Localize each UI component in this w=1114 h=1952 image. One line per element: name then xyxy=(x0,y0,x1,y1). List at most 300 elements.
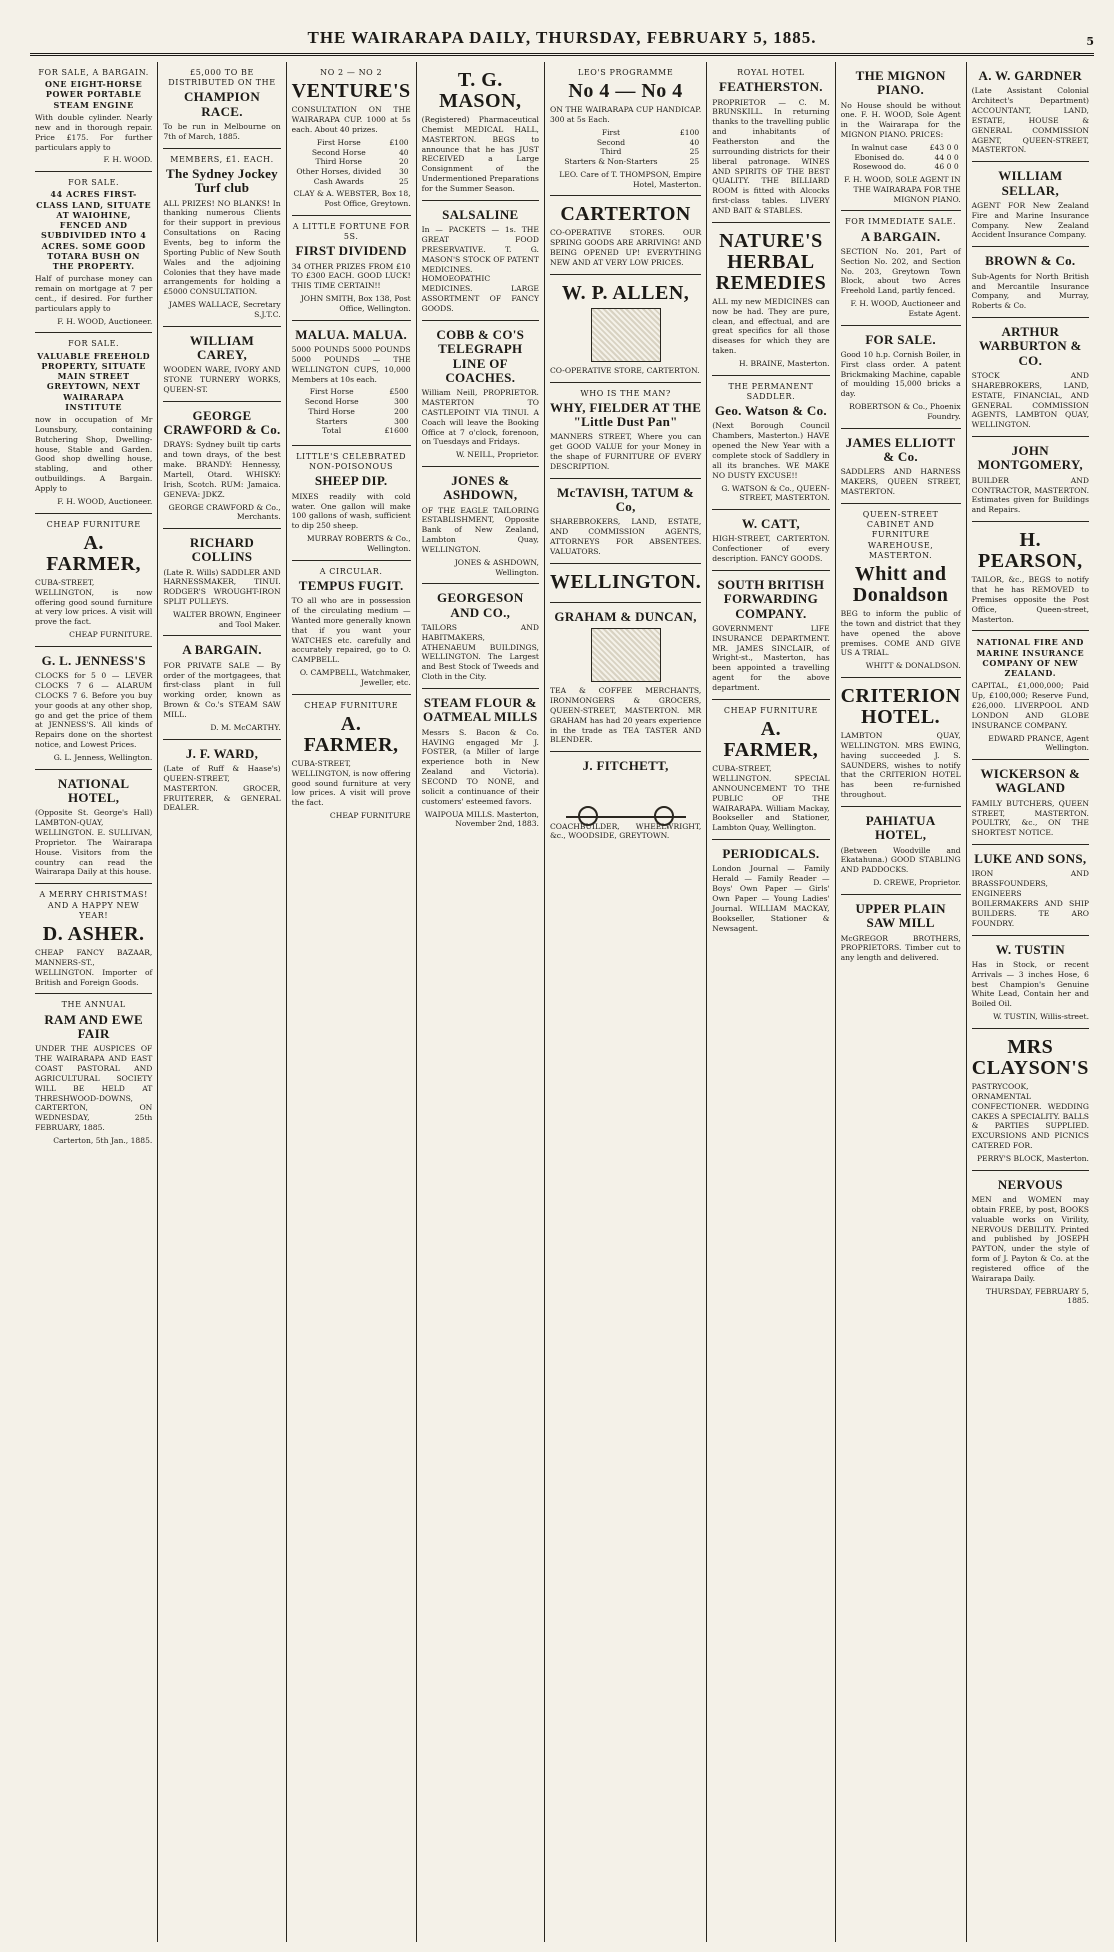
advertisement xyxy=(841,678,961,807)
ad-body: COACHBUILDER, WHEELWRIGHT, &c., WOODSIDE, GREYTOWN. xyxy=(549,821,702,841)
ad-body: PASTRYCOOK, ORNAMENTAL CONFECTIONER. WEDDING CAKES A SPECIALITY. BALLS & PARTIES SUPPLIED. EXCURSIONS AND PICNICS CATERED FOR. xyxy=(971,1081,1089,1151)
advertisement xyxy=(292,446,411,561)
prize-row xyxy=(841,143,961,153)
advertisement xyxy=(292,321,411,446)
column-8 xyxy=(967,62,1094,1942)
prize-table xyxy=(292,138,411,187)
ad-body: IRON AND BRASSFOUNDERS, ENGINEERS BOILERMAKERS AND SHIP BUILDERS. TE ARO FOUNDRY. xyxy=(971,869,1089,928)
ad-signature: G. WATSON & Co., QUEEN-STREET, MASTERTON. xyxy=(721,483,830,503)
ad-body: BUILDER AND CONTRACTOR, MASTERTON. Estimates given for Buildings and Repairs. xyxy=(971,475,1089,515)
ad-body: BEG to inform the public of the town and district that they have opened the above premises. COME AND GIVE US A TRIAL. xyxy=(840,608,961,658)
ad-body: TAILOR, &c., BEGS to notify that he has REMOVED to Premises opposite the Post Office, Queen-street, Masterton. xyxy=(971,575,1089,624)
ad-headline: COBB & CO'S TELEGRAPH LINE OF COACHES. xyxy=(436,326,525,385)
ad-body: TAILORS AND HABITMAKERS, ATHENAEUM BUILDINGS, WELLINGTON. The Largest and Best Stock of Tweeds and Cloth in the City. xyxy=(421,622,539,682)
advertisement xyxy=(972,1029,1089,1171)
ad-signature: CHEAP FURNITURE xyxy=(329,811,411,821)
prize-amount: £43 0 0 xyxy=(929,143,959,153)
ad-body: ALL PRIZES! NO BLANKS! In thanking numerous Clients for their support in previous Consultations on Racing Events, beg to inform the Sporting Public of New South Wales and the adjoining Colonies that they have made arrangements for holding a £5000 CONSULTATION. xyxy=(163,198,281,297)
ad-body: CUBA-STREET, WELLINGTON. SPECIAL ANNOUNCEMENT TO THE PUBLIC OF THE WAIRARAPA. William Mackay, Bookseller and Stationer, Lambton Quay, Wellington. xyxy=(712,764,830,833)
prize-amount: 25 xyxy=(689,157,700,167)
prize-amount: 40 xyxy=(689,137,700,147)
advertisement xyxy=(163,740,280,820)
ad-headline: ONE EIGHT-HORSE POWER PORTABLE STEAM ENGINE xyxy=(44,79,143,110)
prize-row xyxy=(550,157,701,167)
advertisement xyxy=(550,752,701,847)
ad-signature: F. H. WOOD, SOLE AGENT IN THE WAIRARAPA FOR THE MIGNON PIANO. xyxy=(844,175,961,204)
ad-body: CONSULTATION ON THE WAIRARAPA CUP. 1000 at 5s each. About 40 prizes. xyxy=(291,105,411,134)
prize-label: First Horse xyxy=(316,137,361,147)
ad-headline: A. FARMER, xyxy=(723,718,819,762)
ad-kicker: THE ANNUAL xyxy=(61,1000,126,1010)
prize-row xyxy=(841,153,961,163)
ad-headline: RICHARD COLLINS xyxy=(189,535,255,565)
advertisement xyxy=(972,631,1089,760)
advertisement xyxy=(422,584,539,689)
ad-headline: W. TUSTIN xyxy=(995,941,1065,957)
ad-signature: G. L. Jenness, Wellington. xyxy=(53,753,153,763)
ad-headline: The Sydney Jockey Turf club xyxy=(165,166,278,196)
advertisement xyxy=(712,62,829,223)
advertisement xyxy=(972,162,1089,247)
advertisement xyxy=(841,895,961,969)
prize-row xyxy=(292,387,411,397)
ad-headline: GRAHAM & DUNCAN, xyxy=(554,608,697,624)
carriage-illustration xyxy=(566,778,686,818)
ad-headline: 44 ACRES FIRST-CLASS LAND, SITUATE AT WAIOHINE, FENCED AND SUBDIVIDED INTO 4 ACRES. SOME GOOD TOTARA BUSH ON THE PROPERTY. xyxy=(36,189,152,271)
ad-body: CO-OPERATIVE STORE, CARTERTON. xyxy=(549,365,700,375)
ad-headline: SALSALINE xyxy=(442,206,519,222)
ad-headline: CHAMPION RACE. xyxy=(183,89,261,119)
prize-label: Rosewood do. xyxy=(852,162,906,172)
ad-body: ON THE WAIRARAPA CUP HANDICAP. 300 at 5s Each. xyxy=(549,105,702,125)
advertisement xyxy=(422,62,539,201)
engraving-illustration xyxy=(591,308,661,362)
ad-headline: Whitt and Donaldson xyxy=(852,562,949,606)
ad-kicker: A CIRCULAR. xyxy=(319,566,383,576)
advertisement xyxy=(972,247,1089,318)
ad-headline: A BARGAIN. xyxy=(860,228,941,244)
prize-amount: 20 xyxy=(398,157,409,167)
ad-signature: JOHN SMITH, Box 138, Post Office, Wellington. xyxy=(300,294,411,313)
ad-headline: W. P. ALLEN, xyxy=(561,281,690,304)
advertisement xyxy=(712,571,829,700)
ad-body: PROPRIETOR — C. M. BRUNSKILL. In returning thanks to the travelling public and inhabitants of Featherston and the surrounding districts for their liberal patronage. WINES AND SPIRITS OF THE BEST QUALITY. THE BILLIARD ROOM is fitted with Alcocks first-class tables. LIVERY AND BAIT & STABLES. xyxy=(712,97,830,215)
advertisement xyxy=(292,216,411,321)
ad-kicker: A MERRY CHRISTMAS! AND A HAPPY NEW YEAR! xyxy=(39,890,148,920)
prize-label: Third Horse xyxy=(315,157,363,167)
ad-signature: F. H. WOOD, Auctioneer. xyxy=(57,496,153,506)
column-7 xyxy=(836,62,967,1942)
ad-signature: PERRY'S BLOCK, Masterton. xyxy=(976,1153,1089,1163)
ad-body: AGENT FOR New Zealand Fire and Marine Insurance Company. New Zealand Accident Insurance Company. xyxy=(971,200,1089,240)
advertisement xyxy=(972,760,1089,845)
advertisement xyxy=(35,770,152,885)
advertisement xyxy=(841,429,961,504)
advertisement xyxy=(841,504,961,678)
prize-row xyxy=(292,417,411,427)
ad-headline: TEMPUS FUGIT. xyxy=(298,577,404,593)
ad-body: In — PACKETS — 1s. THE GREAT FOOD PRESERVATIVE. T. G. MASON'S STOCK OF PATENT MEDICINES. HOMOEOPATHIC MEDICINES. LARGE ASSORTMENT OF FANCY GOODS. xyxy=(421,225,539,314)
ad-signature: CHEAP FURNITURE. xyxy=(69,630,153,640)
ad-body: McGREGOR BROTHERS, PROPRIETORS. Timber cut to any length and delivered. xyxy=(840,933,961,963)
column-1 xyxy=(30,62,158,1942)
ad-body: SECTION No. 201, Part of Section No. 202, and Section No. 203, Greytown Town Block, about two Acres Freehold Land, partly fenced. xyxy=(840,246,961,296)
ad-kicker: FOR IMMEDIATE SALE. xyxy=(845,217,957,227)
wheel-icon xyxy=(654,806,674,826)
ad-headline: J. F. WARD, xyxy=(185,745,259,761)
column-3 xyxy=(287,62,417,1942)
ad-body: CLOCKS for 5 0 — LEVER CLOCKS 7 6 — ALARUM CLOCKS 7 6. Before you buy your goods at any other shop, go and get the price of them at JENNESS'S. All kinds of Repairs done on the shortest notice, and Lowest Prices. xyxy=(35,671,153,750)
ad-body: STOCK AND SHAREBROKERS, LAND, ESTATE, FINANCIAL, AND GENERAL COMMISSION AGENTS, LAMBTON QUAY, WELLINGTON. xyxy=(971,370,1089,430)
advertisement xyxy=(163,62,280,149)
prize-label: Starters & Non-Starters xyxy=(564,157,658,167)
advertisement xyxy=(422,689,539,835)
prize-row xyxy=(292,148,411,158)
advertisement xyxy=(550,275,701,383)
ad-headline: CARTERTON xyxy=(560,203,691,226)
ad-body: Messrs S. Bacon & Co. HAVING engaged Mr J. FOSTER, (a Miller of large experience both in New Zealand and Victoria). SECOND TO NONE, and solicit a continuance of their customers' esteemed favors. xyxy=(421,727,539,806)
ad-headline: WILLIAM SELLAR, xyxy=(998,168,1063,198)
ad-body: CUBA-STREET, WELLINGTON, is now offering good sound furniture at very low prices. A visit will prove the fact. xyxy=(291,758,411,808)
prize-row xyxy=(550,138,701,148)
ad-body: (Between Woodville and Ekatahuna.) GOOD STABLING AND PADDOCKS. xyxy=(840,845,961,875)
ad-headline: A BARGAIN. xyxy=(182,642,262,658)
prize-amount: 46 0 0 xyxy=(934,162,959,172)
column-6 xyxy=(707,62,835,1942)
advertisement xyxy=(163,327,280,402)
ad-headline: LUKE AND SONS, xyxy=(974,851,1087,867)
prize-amount: 200 xyxy=(394,406,409,416)
prize-row xyxy=(550,147,701,157)
prize-label: Second Horse xyxy=(311,147,366,157)
advertisement xyxy=(712,223,829,376)
prize-label: Other Horses, divided xyxy=(296,166,382,176)
advertisement xyxy=(35,333,152,513)
prize-amount: 25 xyxy=(398,176,409,186)
ad-signature: JONES & ASHDOWN, Wellington. xyxy=(454,557,539,577)
prize-label: First Horse xyxy=(309,387,354,397)
ad-headline: ARTHUR WARBURTON & CO. xyxy=(978,324,1082,368)
ad-kicker: CHEAP FURNITURE xyxy=(46,519,141,529)
advertisement xyxy=(712,700,829,840)
advertisement xyxy=(163,636,280,739)
ad-body: MIXES readily with cold water. One gallon will make 100 gallons of wash, sufficient to dip 250 sheep. xyxy=(291,491,411,531)
ad-body: (Late of Ruff & Haase's) QUEEN-STREET, MASTERTON. GROCER, FRUITERER, & GENERAL DEALER. xyxy=(163,763,281,813)
prize-row xyxy=(292,138,411,148)
ad-body: ALL my new MEDICINES can now be had. They are pure, clean, and effectual, and are great specifics for all those diseases for which they are taken. xyxy=(712,296,830,356)
ad-headline: Geo. Watson & Co. xyxy=(714,403,827,419)
ad-headline: FIRST DIVIDEND xyxy=(295,243,407,259)
ad-body: CO-OPERATIVE STORES. OUR SPRING GOODS ARE ARRIVING! AND BEING OPENED UP! EVERYTHING NEW AND AT VERY LOW PRICES. xyxy=(549,228,702,267)
ad-kicker: ROYAL HOTEL xyxy=(737,68,805,77)
ad-body: now in occupation of Mr Lounsbury, containing Butchering Shop, Dwelling-house, Stable and Garden. Good shop dwelling house, stabling, and other outbuildings. A Bargain. Apply to xyxy=(35,415,153,494)
column-5 xyxy=(545,62,707,1942)
prize-label: Third xyxy=(600,147,622,157)
ad-body: 34 OTHER PRIZES FROM £10 TO £300 EACH. GOOD LUCK! THIS TIME CERTAIN!! xyxy=(291,261,411,291)
ad-body: MEN and WOMEN may obtain FREE, by post, BOOKS valuable works on Virility, NERVOUS DEBILITY. Printed and published by JOSEPH PAYTON, under the style of form of J. Payton & Co. at the registered office of the Wairarapa Daily. xyxy=(971,1194,1089,1283)
ad-body: HIGH-STREET, CARTERTON. Confectioner of every description. FANCY GOODS. xyxy=(712,534,830,564)
ad-kicker: QUEEN-STREET CABINET AND FURNITURE WAREHOUSE, MASTERTON. xyxy=(862,509,939,560)
ad-body: TO all who are in possession of the circulating medium — Wanted more generally known that if you want your WATCHES etc. carefully and accurately repaired, go to O. CAMPBELL. xyxy=(291,596,411,665)
ad-headline: JOHN MONTGOMERY, xyxy=(977,443,1083,473)
advertisement xyxy=(972,522,1089,631)
prize-row xyxy=(292,397,411,407)
ad-headline: NERVOUS xyxy=(997,1176,1063,1192)
advertisement xyxy=(163,529,280,636)
ad-body: OF THE EAGLE TAILORING ESTABLISHMENT, Opposite Bank of New Zealand, Lambton Quay, WELLINGTON. xyxy=(421,505,539,554)
ad-body: William Neill, PROPRIETOR. MASTERTON TO CASTLEPOINT VIA TINUI. A Coach will leave the Booking Office at 7 o'clock, forenoon, on Tuesdays and Fridays. xyxy=(421,388,539,447)
prize-label: First xyxy=(601,127,621,137)
ad-headline: T. G. MASON, xyxy=(439,69,522,112)
advertisement xyxy=(35,514,152,647)
ad-body: With double cylinder. Nearly new and in thorough repair. Price £175. For further particulars apply to xyxy=(35,112,153,152)
ad-headline: FOR SALE. xyxy=(865,331,936,347)
prize-table xyxy=(841,143,961,172)
prize-label: Starters xyxy=(315,416,348,426)
prize-row xyxy=(292,426,411,436)
prize-row xyxy=(292,177,411,187)
ad-signature: JAMES WALLACE, Secretary S.J.T.C. xyxy=(168,300,281,319)
advertisement xyxy=(292,561,411,695)
ad-headline: WELLINGTON. xyxy=(549,570,702,593)
ad-body: SADDLERS AND HARNESS MAKERS, QUEEN STREET, MASTERTON. xyxy=(840,467,961,496)
ad-kicker: NO 2 — NO 2 xyxy=(320,68,383,77)
ad-headline: CRITERION HOTEL. xyxy=(840,685,961,728)
advertisement xyxy=(972,318,1089,437)
ad-signature: D. M. McCARTHY. xyxy=(210,722,281,732)
advertisement xyxy=(841,807,961,895)
ad-headline: G. L. JENNESS'S xyxy=(41,652,146,668)
ad-body: Half of purchase money can remain on mortgage at 7 per cent., if desired. For further particulars apply to xyxy=(35,274,153,313)
ad-headline: STEAM FLOUR & OATMEAL MILLS xyxy=(423,695,538,725)
ad-kicker: £5,000 TO BE DISTRIBUTED ON THE xyxy=(168,68,276,88)
page-number: 5 xyxy=(1086,34,1094,48)
prize-amount: £100 xyxy=(679,127,700,137)
advertisement xyxy=(550,603,701,752)
advertisement xyxy=(841,62,961,211)
advertisement xyxy=(550,564,701,603)
prize-amount: £100 xyxy=(389,137,409,147)
ad-body: (Registered) Pharmaceutical Chemist MEDICAL HALL, MASTERTON. BEGS to announce that he has JUST RECEIVED a Large Consignment of the Undermentioned Preparations for the Summer Season. xyxy=(421,115,539,194)
ad-body: GOVERNMENT LIFE INSURANCE DEPARTMENT. MR. JAMES SINCLAIR, of Wright-st., Masterton, has been appointed a travelling agent for the above department. xyxy=(712,623,830,692)
prize-amount: £1600 xyxy=(384,426,409,436)
ad-signature: W. TUSTIN, Willis-street. xyxy=(993,1012,1089,1022)
advertisement xyxy=(163,149,280,327)
ad-headline: MALUA. MALUA. xyxy=(295,326,408,342)
ad-signature: Carterton, 5th Jan., 1885. xyxy=(53,1136,153,1146)
prize-amount: 300 xyxy=(394,397,409,407)
prize-label: Total xyxy=(322,426,342,436)
ad-headline: J. FITCHETT, xyxy=(582,758,669,774)
ad-headline: GEORGESON AND CO., xyxy=(437,590,524,620)
prize-table xyxy=(550,128,701,167)
ad-body: CUBA-STREET, WELLINGTON, is now offering good sound furniture at very low prices. A visit will prove the fact. xyxy=(35,577,153,627)
ad-headline: McTAVISH, TATUM & Co, xyxy=(557,484,695,515)
ad-headline: JAMES ELLIOTT & Co. xyxy=(845,434,956,464)
ad-signature: EDWARD PRANCE, Agent Wellington. xyxy=(988,733,1089,753)
advertisement xyxy=(422,467,539,584)
ad-body: CHEAP FANCY BAZAAR, MANNERS-ST., WELLINGTON. Importer of British and Foreign Goods. xyxy=(35,948,153,987)
ad-signature: LEO. Care of T. THOMPSON, Empire Hotel, Masterton. xyxy=(559,169,702,189)
ad-headline: SOUTH BRITISH FORWARDING COMPANY. xyxy=(717,576,825,621)
masthead-title: THE WAIRARAPA DAILY, THURSDAY, FEBRUARY 5, 1885. xyxy=(307,28,817,48)
ad-headline: NATIONAL FIRE AND MARINE INSURANCE COMPANY OF NEW ZEALAND. xyxy=(976,637,1085,679)
wheel-icon xyxy=(578,806,598,826)
ad-headline: GEORGE CRAWFORD & Co. xyxy=(163,407,281,438)
advertisement xyxy=(972,62,1089,162)
ad-headline: UPPER PLAIN SAW MILL xyxy=(855,900,946,931)
ad-signature: O. CAMPBELL, Watchmaker, Jeweller, etc. xyxy=(299,668,411,687)
advertisement xyxy=(972,437,1089,522)
ad-headline: JONES & ASHDOWN, xyxy=(443,472,518,503)
prize-row xyxy=(841,162,961,172)
ad-body: Good 10 h.p. Cornish Boiler, in First class order. A patent Brickmaking Machine, capable of moulding 15,000 bricks a day. xyxy=(840,349,961,399)
prize-table xyxy=(292,387,411,436)
ad-body: To be run in Melbourne on 7th of March, 1885. xyxy=(163,122,281,141)
ad-kicker: LITTLE'S CELEBRATED NON-POISONOUS xyxy=(296,451,407,472)
ad-body: Sub-Agents for North British and Mercantile Insurance Company, and Murray, Roberts & Co. xyxy=(971,271,1089,311)
advertisement xyxy=(35,647,152,770)
ad-headline: WILLIAM CAREY, xyxy=(189,332,255,362)
ad-headline: No 4 — No 4 xyxy=(568,80,683,103)
advertisement xyxy=(972,1171,1089,1312)
ad-signature: F. H. WOOD. xyxy=(103,155,153,165)
advertisement xyxy=(841,326,961,429)
advertisement xyxy=(712,510,829,571)
ad-headline: SHEEP DIP. xyxy=(314,473,388,489)
ad-signature: H. BRAINE, Masterton. xyxy=(739,359,830,368)
ad-body: FOR PRIVATE SALE — By order of the mortgagees, that first-class plant in full working order, known as Brown & Co.'s STEAM SAW MILL. xyxy=(163,660,281,720)
ad-body: CAPITAL, £1,000,000; Paid Up, £100,000; Reserve Fund, £26,000. LIVERPOOL AND LONDON AND GLOBE INSURANCE COMPANY. xyxy=(971,681,1089,730)
advertisement xyxy=(422,321,539,467)
ad-signature: F. H. WOOD, Auctioneer and Estate Agent. xyxy=(850,299,961,318)
prize-row xyxy=(292,407,411,417)
ad-headline: WHY, FIELDER AT THE "Little Dust Pan" xyxy=(550,399,702,430)
ad-body: MANNERS STREET, Where you can get GOOD VALUE for your Money in the shape of FURNITURE OF EVERY DESCRIPTION. xyxy=(549,432,702,471)
ad-headline: WICKERSON & WAGLAND xyxy=(980,766,1081,796)
prize-amount: 30 xyxy=(398,166,409,176)
column-container xyxy=(30,62,1094,1942)
ad-kicker: A LITTLE FORTUNE FOR 5S. xyxy=(292,221,410,242)
prize-row xyxy=(292,167,411,177)
ad-headline: PERIODICALS. xyxy=(722,846,820,862)
advertisement xyxy=(550,62,701,196)
ad-headline: D. ASHER. xyxy=(42,923,145,946)
ad-body: London Journal — Family Herald — Family Reader — Boys' Own Paper — Girls' Own Paper — Young Ladies' Journal. WILLIAM MACKAY, Bookseller, Stationer & Newsagent. xyxy=(712,864,830,933)
ad-headline: RAM AND EWE FAIR xyxy=(44,1011,143,1042)
prize-row xyxy=(292,157,411,167)
advertisement xyxy=(163,402,280,529)
prize-row xyxy=(550,128,701,138)
ad-headline: H. PEARSON, xyxy=(978,529,1083,573)
ad-headline: A. FARMER, xyxy=(303,712,399,756)
ad-headline: MRS CLAYSON'S xyxy=(971,1035,1089,1079)
ad-headline: NATIONAL HOTEL, xyxy=(57,775,130,806)
ad-kicker: WHO IS THE MAN? xyxy=(580,388,671,398)
advertisement xyxy=(35,994,152,1151)
ad-signature: WHITT & DONALDSON. xyxy=(865,661,961,671)
ad-headline: VALUABLE FREEHOLD PROPERTY, SITUATE MAIN STREET GREYTOWN, NEXT WAIRARAPA INSTITUTE xyxy=(37,350,151,412)
prize-label: Second Horse xyxy=(304,397,359,407)
ad-body: WOODEN WARE, IVORY AND STONE TURNERY WORKS, QUEEN-ST. xyxy=(163,365,281,394)
ad-kicker: FOR SALE, A BARGAIN. xyxy=(38,68,149,77)
ad-body: (Next Borough Council Chambers, Masterton.) HAVE opened the New Year with a complete stock of Saddlery in all its branches. WE MAKE NO DUSTY EXCUSE!! xyxy=(712,421,830,480)
ad-headline: PAHIATUA HOTEL, xyxy=(865,813,936,843)
advertisement xyxy=(35,172,152,333)
ad-signature: D. CREWE, Proprietor. xyxy=(873,878,961,888)
advertisement xyxy=(422,201,539,321)
ad-signature: ROBERTSON & Co., Phoenix Foundry. xyxy=(849,402,961,421)
ad-kicker: FOR SALE. xyxy=(68,339,120,349)
ad-kicker: CHEAP FURNITURE xyxy=(304,700,399,710)
ad-body: LAMBTON QUAY, WELLINGTON. MRS EWING, having succeeded J. S. SAUNDERS, wishes to notify that the CRITERION HOTEL has been re-furnished throughout. xyxy=(840,731,961,800)
advertisement xyxy=(550,196,701,274)
ad-signature: WAIPOUA MILLS. Masterton, November 2nd, 1883. xyxy=(424,809,539,829)
ad-signature: MURRAY ROBERTS & Co., Wellington. xyxy=(306,534,411,553)
ad-signature: CLAY & A. WEBSTER, Box 18, Post Office, Greytown. xyxy=(293,189,411,209)
ad-body: (Late Assistant Colonial Architect's Department) ACCOUNTANT, LAND, ESTATE, HOUSE & GENERAL COMMISSION AGENT, QUEEN-STREET, MASTERTON. xyxy=(971,86,1089,155)
advertisement xyxy=(712,840,829,939)
prize-label: Third Horse xyxy=(308,406,355,416)
advertisement xyxy=(292,62,411,216)
ad-headline: W. CATT, xyxy=(741,516,800,532)
advertisement xyxy=(550,383,701,479)
ad-headline: A. W. GARDNER xyxy=(978,68,1083,83)
advertisement xyxy=(35,62,152,172)
advertisement xyxy=(292,695,411,827)
ad-body: UNDER THE AUSPICES OF THE WAIRARAPA AND EAST COAST PASTORAL AND AGRICULTURAL SOCIETY WILL BE HELD AT THRESHWOOD-DOWNS, CARTERTON, ON WEDNESDAY, 25th FEBRUARY, 1885. xyxy=(35,1044,153,1133)
ad-body: No House should be without one. F. H. WOOD, Sole Agent in the Wairarapa for the MIGNON PIANO. PRICES: xyxy=(840,100,961,140)
prize-label: Cash Awards xyxy=(313,176,364,186)
column-4 xyxy=(417,62,545,1942)
ad-body: FAMILY BUTCHERS, QUEEN STREET, MASTERTON. POULTRY, &c., ON THE SHORTEST NOTICE. xyxy=(971,798,1089,838)
ad-headline: THE MIGNON PIANO. xyxy=(855,68,946,98)
prize-amount: £500 xyxy=(389,387,409,397)
ad-headline: VENTURE'S xyxy=(291,80,411,103)
ad-headline: FEATHERSTON. xyxy=(718,79,823,95)
ad-headline: BROWN & Co. xyxy=(985,253,1076,269)
ad-headline: A. FARMER, xyxy=(46,531,142,575)
ad-kicker: THE PERMANENT SADDLER. xyxy=(728,381,814,401)
prize-label: Ebonised do. xyxy=(854,152,905,162)
prize-label: Second xyxy=(596,137,626,147)
prize-amount: 300 xyxy=(394,416,409,426)
engraving-illustration xyxy=(591,628,661,682)
prize-amount: 25 xyxy=(689,147,700,157)
ad-body: DRAYS: Sydney built tip carts and town drays, of the best make. BRANDY: Hennessy, Martell, Otard. WHISKY: Irish, Scotch. RUM: Jamaica. GENEVA: JDKZ. xyxy=(163,440,281,499)
ad-signature: THURSDAY, FEBRUARY 5, 1885. xyxy=(985,1286,1089,1306)
ad-signature: GEORGE CRAWFORD & Co., Merchants. xyxy=(168,502,281,522)
prize-amount: 44 0 0 xyxy=(934,152,959,162)
column-2 xyxy=(158,62,286,1942)
ad-kicker: LEO'S PROGRAMME xyxy=(577,68,674,77)
ad-body: (Late R. Wills) SADDLER AND HARNESSMAKER, TINUI. RODGER'S WROUGHT-IRON SPLIT PULLEYS. xyxy=(163,567,281,607)
advertisement xyxy=(972,845,1089,935)
ad-signature: WALTER BROWN, Engineer and Tool Maker. xyxy=(173,610,281,629)
advertisement xyxy=(35,884,152,994)
masthead xyxy=(30,22,1094,56)
advertisement xyxy=(972,936,1089,1029)
ad-body: TEA & COFFEE MERCHANTS, IRONMONGERS & GROCERS, QUEEN-STREET, MASTERTON. MR GRAHAM has had 20 years experience in the trade as TEA TASTER AND BLENDER. xyxy=(549,686,702,745)
advertisement xyxy=(550,479,701,564)
ad-kicker: MEMBERS, £1. EACH. xyxy=(170,154,274,164)
ad-headline: NATURE'S HERBAL REMEDIES xyxy=(715,229,827,294)
advertisement xyxy=(841,211,961,325)
ad-body: SHAREBROKERS, LAND, ESTATE, AND COMMISSION AGENTS, ATTORNEYS FOR ABSENTEES. VALUATORS. xyxy=(549,517,702,556)
ad-body: Has in Stock, or recent Arrivals — 3 inches Hose, 6 best Champion's Genuine White Lead, Contain her and Boiled Oil. xyxy=(971,959,1089,1009)
ad-body: 5000 POUNDS 5000 POUNDS 5000 POUNDS — THE WELLINGTON CUPS, 10,000 Members at 10s each. xyxy=(291,344,411,384)
ad-signature: W. NEILL, Proprietor. xyxy=(456,450,539,460)
